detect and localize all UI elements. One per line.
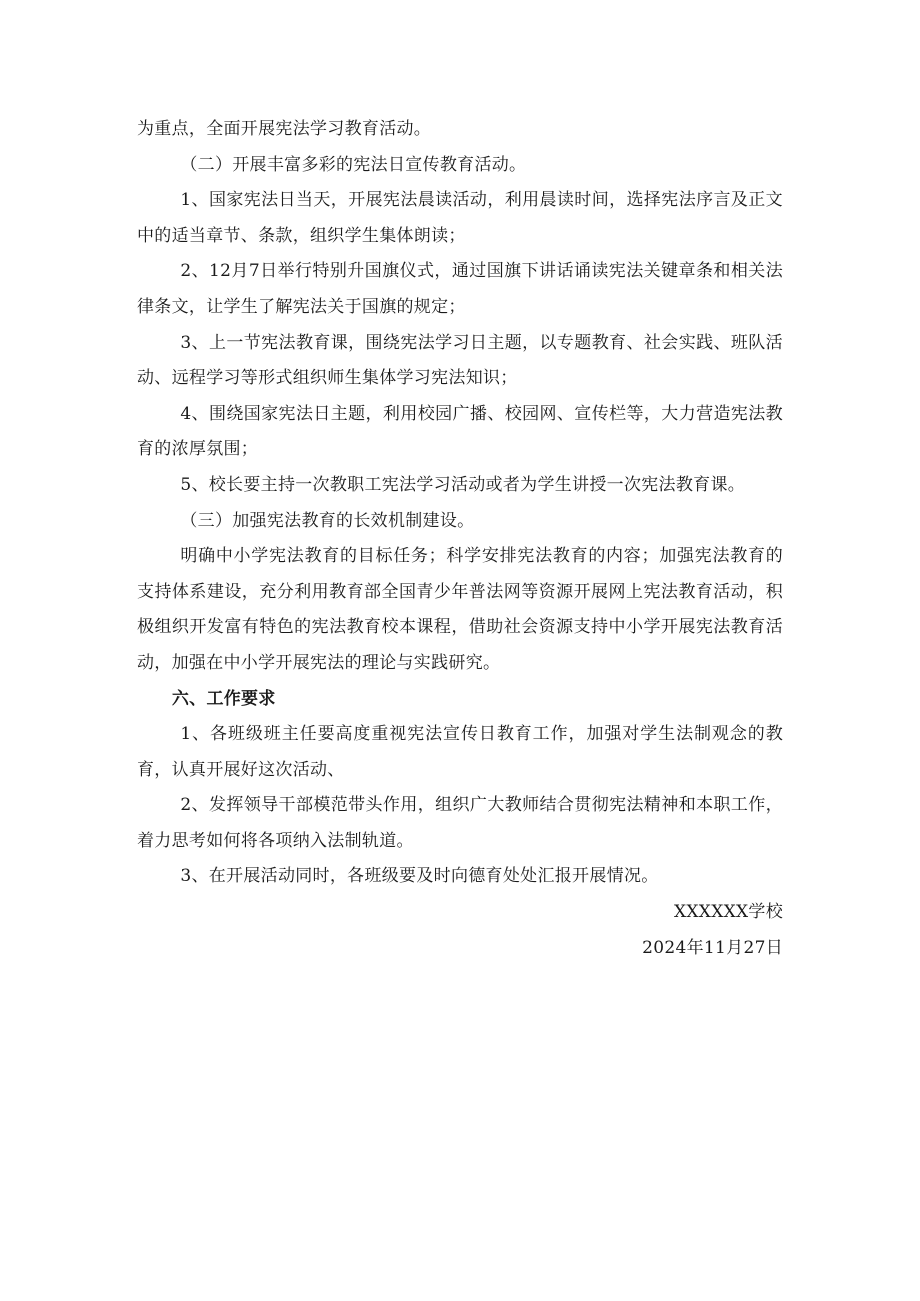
list-item-4: 4、围绕国家宪法日主题，利用校园广播、校园网、宣传栏等，大力营造宪法教育的浓厚氛围；	[137, 403, 783, 460]
requirement-item-1: 1、各班级班主任要高度重视宪法宣传日教育工作，加强对学生法制观念的教育，认真开展好这次活动、	[137, 724, 783, 780]
list-item-2: 2、12月7日举行特别升国旗仪式，通过国旗下讲话诵读宪法关键章条和相关法律条文，让学生了解宪法关于国旗的规定；	[137, 261, 783, 317]
subheading-2: （二）开展丰富多彩的宪法日宣传教育活动。	[180, 154, 527, 175]
subheading-3: （三）加强宪法教育的长效机制建设。	[180, 510, 475, 531]
requirement-item-3: 3、在开展活动同时，各班级要及时向德育处处汇报开展情况。	[180, 866, 659, 887]
document-body	[137, 112, 783, 966]
paragraph-continuation: 为重点，全面开展宪法学习教育活动。	[137, 119, 432, 139]
section-heading-6: 六、工作要求	[171, 688, 276, 709]
list-item-5: 5、校长要主持一次教职工宪法学习活动或者为学生讲授一次宪法教育课。	[180, 474, 746, 495]
body-paragraph: 明确中小学宪法教育的目标任务；科学安排宪法教育的内容；加强宪法教育的支持体系建设，充分利用教育部全国青少年普法网等资源开展网上宪法教育活动，积极组织开发富有特色的宪法教育校本课程，借助社会资源支持中小学开展宪法教育活动，加强在中小学开展宪法的理论与实践研究。	[137, 546, 783, 673]
requirement-item-2: 2、发挥领导干部模范带头作用，组织广大教师结合贯彻宪法精神和本职工作，着力思考如何将各项纳入法制轨道。	[137, 795, 783, 851]
list-item-3: 3、上一节宪法教育课，围绕宪法学习日主题，以专题教育、社会实践、班队活动、远程学习等形式组织师生集体学习宪法知识；	[137, 332, 783, 389]
list-item-1: 1、国家宪法日当天，开展宪法晨读活动，利用晨读时间，选择宪法序言及正文中的适当章节、条款，组织学生集体朗读；	[137, 190, 783, 246]
signature-school: XXXXXX学校	[673, 902, 783, 923]
signature-date: 2024年11月27日	[642, 937, 783, 958]
